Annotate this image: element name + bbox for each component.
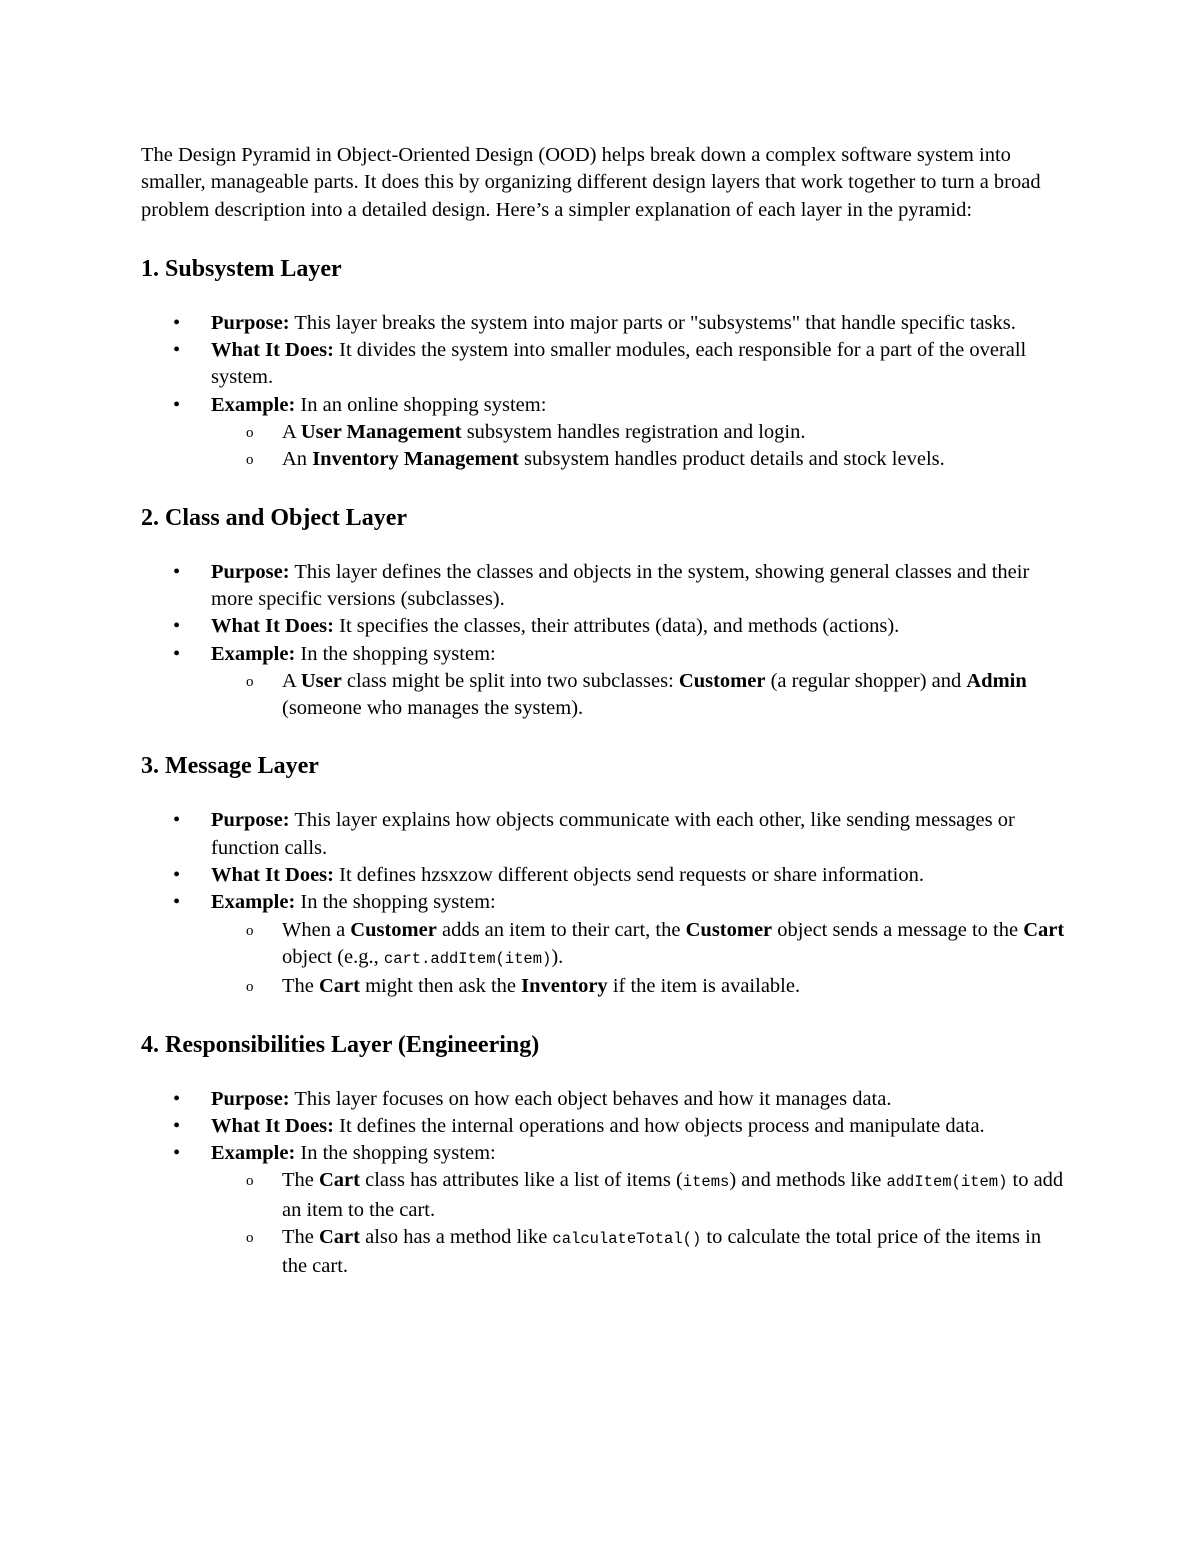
list-item-example [141,641,1071,723]
section-heading: 1. Subsystem Layer [141,255,342,282]
sub-list [211,419,1071,474]
item-text: This layer breaks the system into major parts or "subsystems" that handle specific tasks. [289,311,1016,334]
item-text: In the shopping system: [295,891,496,914]
bullet-icon: • [173,1087,181,1110]
item-label: What It Does: [211,1114,334,1137]
list-item-what-it-does [141,337,1071,392]
bold-run: Inventory [521,975,608,998]
text-run: class has attributes like a list of items ( [359,1169,683,1192]
text-run: to calculate the total price of the items in the cart. [282,1226,1042,1278]
item-label: Purpose: [211,311,290,334]
item-text: It specifies the classes, their attributes (data), and methods (actions). [334,615,900,638]
code-run: items [682,1173,730,1192]
bullet-icon: • [173,339,181,362]
item-label: Purpose: [211,560,290,583]
bullet-icon: • [173,809,181,832]
item-label: Example: [211,891,296,914]
text-run: (a regular shopper) and [765,669,967,692]
text-run: adds an item to their cart, the [436,918,686,941]
section-heading: 4. Responsibilities Layer (Engineering) [141,1031,540,1058]
item-text: In the shopping system: [295,1142,496,1165]
section-list [141,1086,1071,1281]
item-label: Example: [211,393,296,416]
text-run: The [282,975,319,998]
bold-run: Cart [319,1226,360,1249]
list-item-purpose [141,559,1071,614]
code-run: calculateTotal() [552,1230,702,1249]
text-run: if the item is available. [607,975,801,998]
list-item-purpose [141,807,1071,862]
bullet-icon: • [173,560,181,583]
text-run: ). [551,945,564,968]
sub-bullet-icon: o [246,425,254,442]
section-list [141,807,1071,1000]
text-run: An [282,448,313,471]
text-run: to add an item to the cart. [282,1169,1064,1221]
item-text: In the shopping system: [295,642,496,665]
sub-list [211,1167,1071,1280]
text-run: object (e.g., [282,945,384,968]
sub-list-item [211,419,1071,446]
text-run: When a [282,918,351,941]
text-run: object sends a message to the [772,918,1024,941]
item-label: Purpose: [211,809,290,832]
bullet-icon: • [173,1114,181,1137]
section-subsystem-layer [141,254,1071,474]
sub-bullet-icon: o [246,922,254,939]
bold-run: Cart [1023,918,1065,941]
item-label: Purpose: [211,1087,290,1110]
sub-bullet-icon: o [246,452,254,469]
item-text: It defines the internal operations and how objects process and manipulate data. [334,1114,985,1137]
item-label: What It Does: [211,864,334,887]
bullet-icon: • [173,864,181,887]
sub-list-item [211,446,1071,473]
text-run: ) and methods like [729,1169,887,1192]
bold-run: User [300,669,342,692]
bold-run: Customer [350,918,437,941]
text-run: A [282,421,301,444]
bullet-icon: • [173,393,181,416]
section-class-object-layer [141,503,1071,723]
text-run: subsystem handles registration and login. [461,421,806,444]
item-label: Example: [211,1142,296,1165]
list-item-what-it-does [141,1113,1071,1140]
text-run: The [282,1169,319,1192]
section-heading: 3. Message Layer [141,753,319,780]
code-run: cart.addItem(item) [383,949,552,968]
document-page [141,142,1071,1310]
bullet-icon: • [173,642,181,665]
bold-run: Cart [319,1169,360,1192]
text-run: also has a method like [359,1226,553,1249]
list-item-example [141,392,1071,474]
sub-bullet-icon: o [246,1230,254,1247]
item-label: What It Does: [211,339,334,362]
sub-list-item [211,973,1071,1000]
bold-run: Admin [966,669,1027,692]
text-run: The [282,1226,319,1249]
bold-run: Cart [319,975,360,998]
bold-run: Inventory Management [312,448,519,471]
bullet-icon: • [173,311,181,334]
sub-list [211,668,1071,723]
section-list [141,559,1071,723]
list-item-what-it-does [141,613,1071,640]
item-text: This layer explains how objects communicate with each other, like sending messages or function calls. [211,809,1015,859]
sub-list [211,917,1071,1001]
item-text: This layer defines the classes and objects in the system, showing general classes and their more specific versions (subclasses). [211,560,1030,610]
sub-list-item [211,668,1071,723]
section-list [141,310,1071,474]
bold-run: Customer [685,918,773,941]
sub-list-item [211,1224,1071,1281]
item-label: Example: [211,642,296,665]
sub-bullet-icon: o [246,673,254,690]
item-label: What It Does: [211,615,334,638]
list-item-purpose [141,310,1071,337]
bold-run: Customer [678,669,766,692]
sub-bullet-icon: o [246,979,254,996]
section-message-layer [141,751,1071,1000]
sub-list-item [211,1167,1071,1224]
list-item-example [141,889,1071,1000]
bold-run: User Management [300,421,462,444]
list-item-purpose [141,1086,1071,1113]
item-text: In an online shopping system: [295,393,547,416]
list-item-what-it-does [141,862,1071,889]
bullet-icon: • [173,891,181,914]
text-run: subsystem handles product details and stock levels. [518,448,945,471]
text-run: class might be split into two subclasses: [341,669,679,692]
item-text: It defines hzsxzow different objects send requests or share information. [334,864,924,887]
bullet-icon: • [173,615,181,638]
item-text: It divides the system into smaller modules, each responsible for a part of the overall system. [211,339,1027,389]
text-run: might then ask the [359,975,522,998]
section-heading: 2. Class and Object Layer [141,504,407,531]
list-item-example [141,1140,1071,1280]
text-run: (someone who manages the system). [282,697,584,720]
sub-list-item [211,917,1071,974]
text-run: A [282,669,301,692]
bullet-icon: • [173,1142,181,1165]
code-run: addItem(item) [886,1173,1008,1192]
item-text: This layer focuses on how each object behaves and how it manages data. [289,1087,892,1110]
sub-bullet-icon: o [246,1173,254,1190]
section-responsibilities-layer [141,1030,1071,1281]
intro-paragraph: The Design Pyramid in Object-Oriented Design (OOD) helps break down a complex software system into smaller, manageable parts. It does this by organizing different design layers that work together to turn a broad problem description into a detailed design. Here’s a simpler explanation of each layer in the pyramid: [141,144,1041,221]
